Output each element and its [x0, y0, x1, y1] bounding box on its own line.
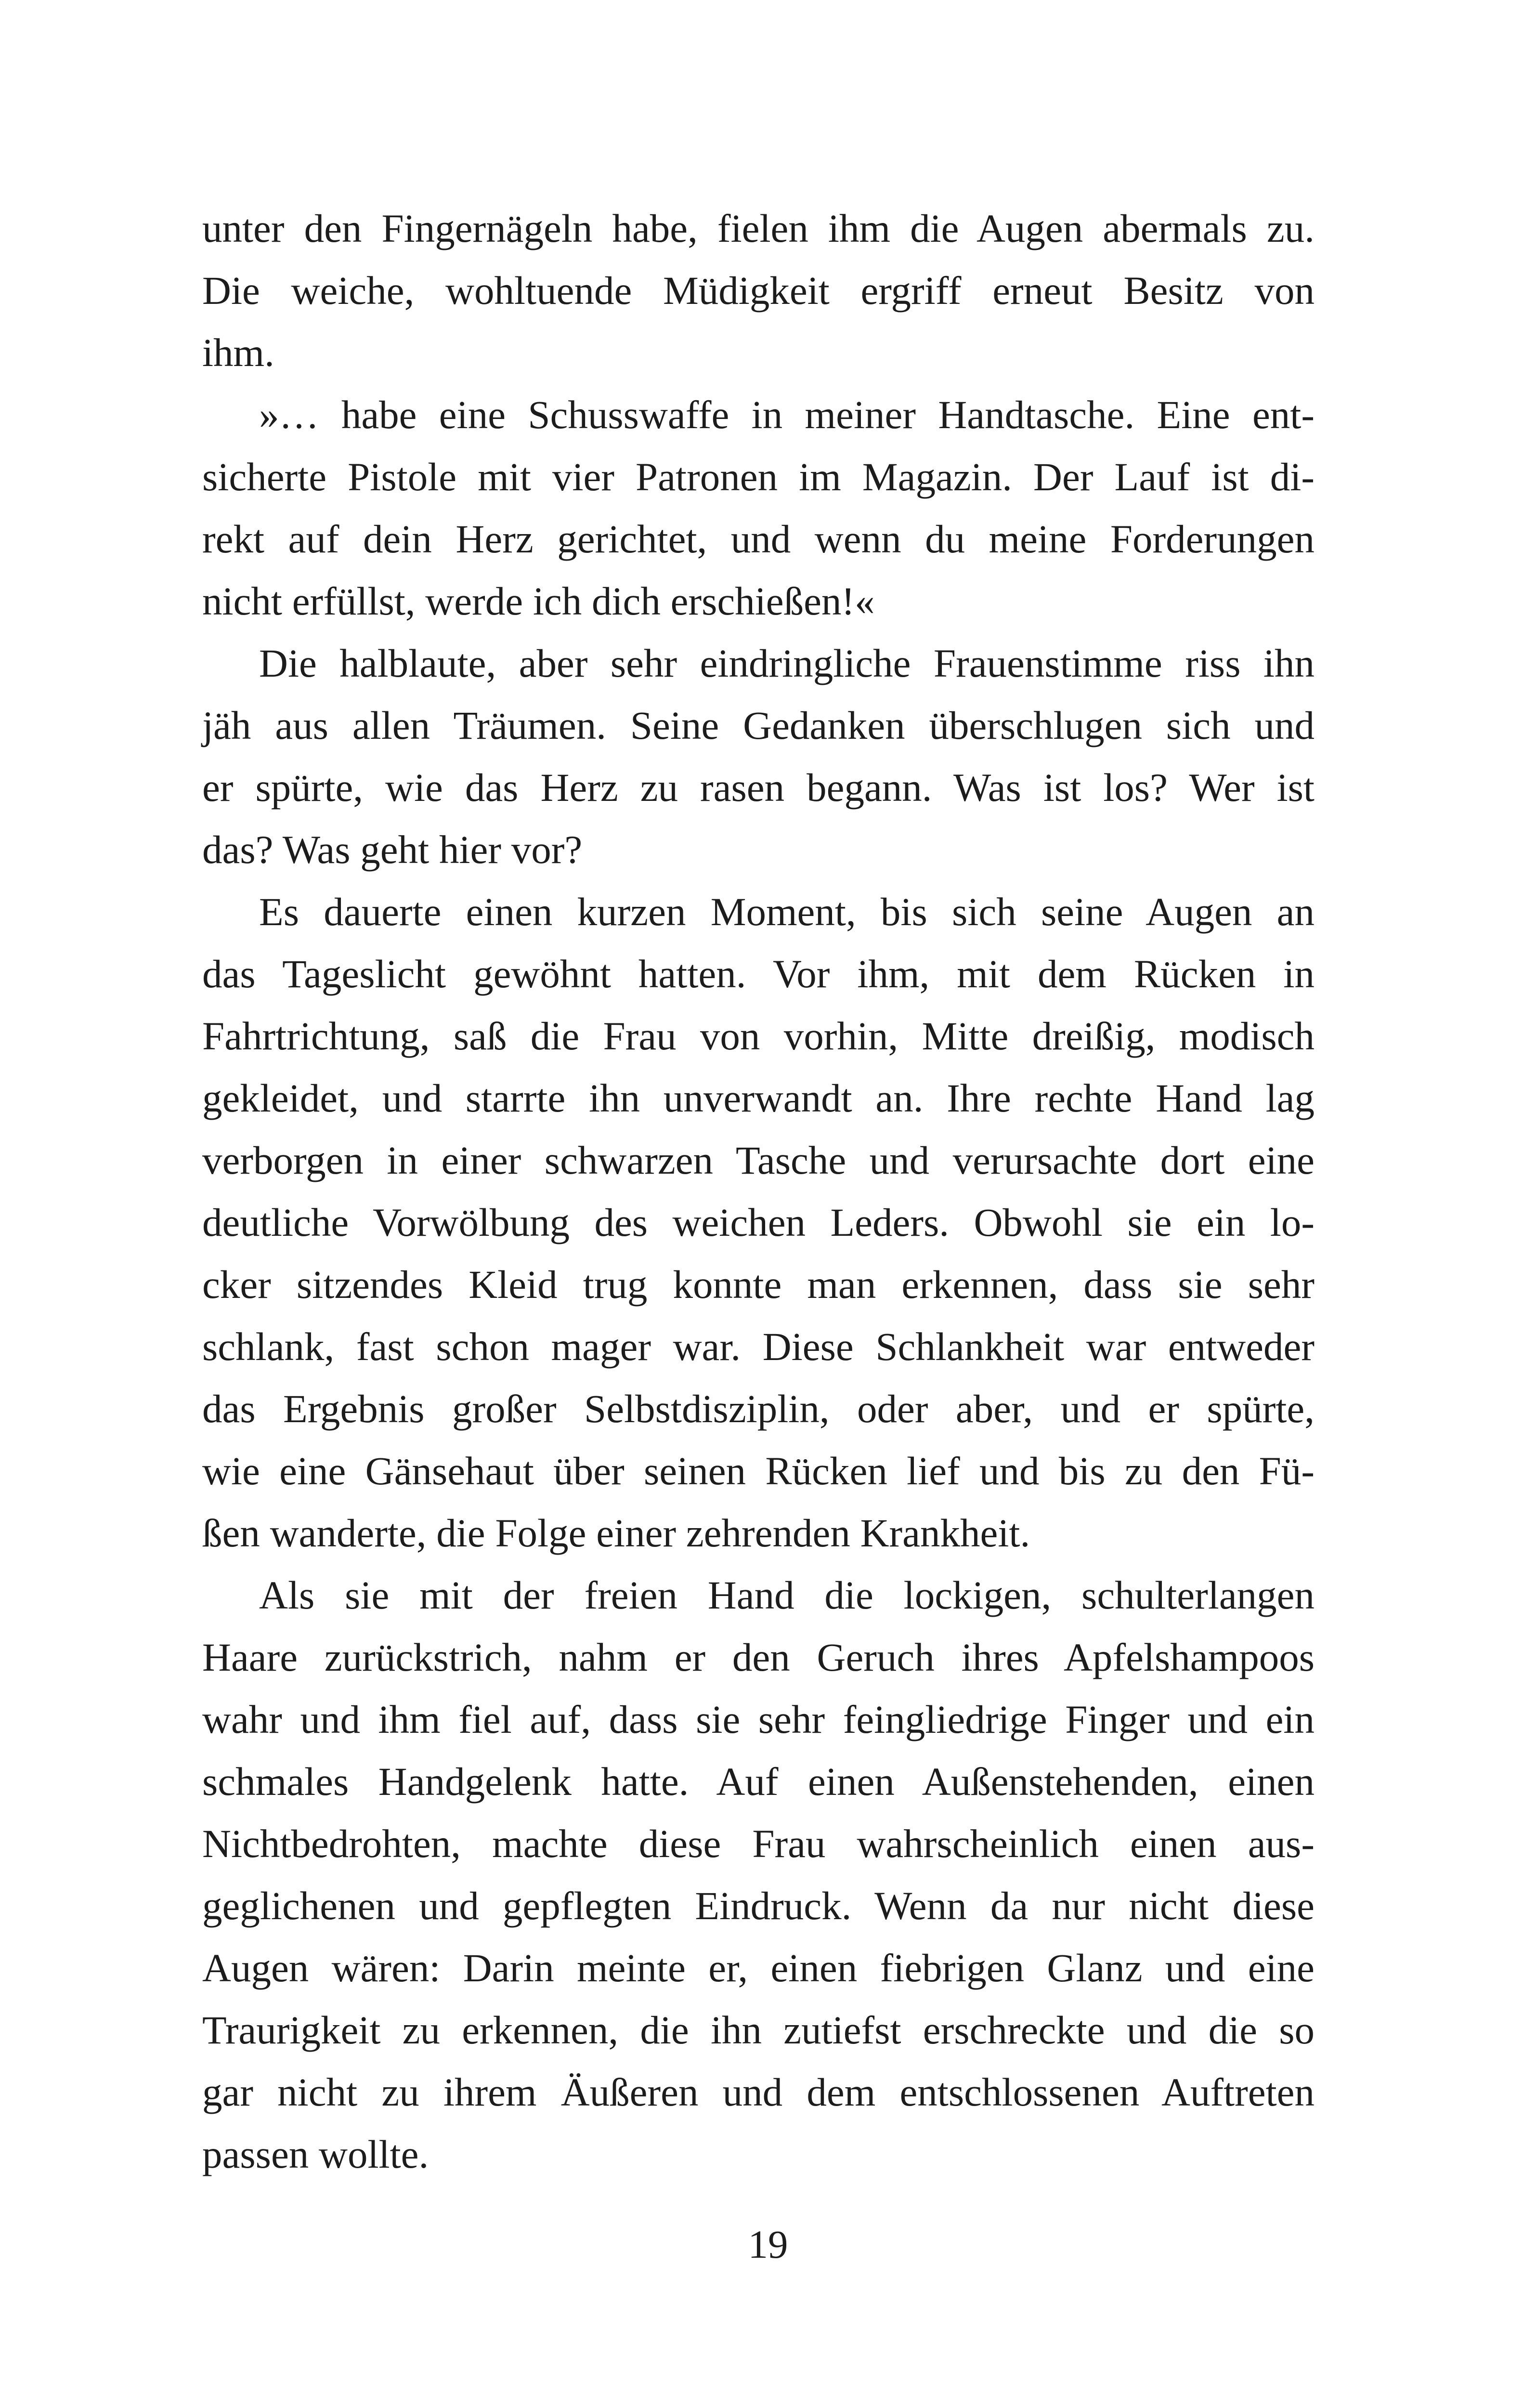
text-line: nicht erfüllst, werde ich dich erschießen!« [202, 579, 875, 623]
body-text [202, 197, 1315, 2186]
text-line: gekleidet, und starrte ihn unverwandt an. Ihre rechte Hand lag [202, 1076, 1315, 1120]
text-line: »… habe eine Schusswaffe in meiner Handtasche. Eine ent- [259, 393, 1315, 437]
text-line: verborgen in einer schwarzen Tasche und verursachte dort eine [202, 1138, 1315, 1182]
text-line: Es dauerte einen kurzen Moment, bis sich seine Augen an [259, 890, 1315, 934]
text-line: sicherte Pistole mit vier Patronen im Magazin. Der Lauf ist di- [202, 455, 1315, 499]
text-line: Als sie mit der freien Hand die lockigen, schulterlangen [259, 1573, 1315, 1617]
text-line: Die weiche, wohltuende Müdigkeit ergriff erneut Besitz von [202, 268, 1315, 313]
text-line: schlank, fast schon mager war. Diese Schlankheit war entweder [202, 1324, 1315, 1369]
text-line: Die halblaute, aber sehr eindringliche Frauenstimme riss ihn [259, 641, 1315, 685]
text-line: das? Was geht hier vor? [202, 827, 583, 872]
text-line: er spürte, wie das Herz zu rasen begann. Was ist los? Wer ist [202, 765, 1315, 810]
text-line: rekt auf dein Herz gerichtet, und wenn du meine Forderungen [202, 517, 1315, 561]
text-line: geglichenen und gepflegten Eindruck. Wenn da nur nicht diese [202, 1884, 1315, 1928]
text-line: Augen wären: Darin meinte er, einen fiebrigen Glanz und eine [202, 1946, 1315, 1990]
text-line: Fahrtrichtung, saß die Frau von vorhin, Mitte dreißig, modisch [202, 1014, 1315, 1058]
paragraph [202, 632, 1315, 881]
text-line: ßen wanderte, die Folge einer zehrenden Krankheit. [202, 1511, 1030, 1555]
text-line: Haare zurückstrich, nahm er den Geruch ihres Apfelshampoos [202, 1635, 1315, 1679]
text-line: ihm. [202, 330, 274, 375]
paragraph [202, 1564, 1315, 2186]
text-line: deutliche Vorwölbung des weichen Leders. Obwohl sie ein lo- [202, 1200, 1315, 1244]
text-line: wie eine Gänsehaut über seinen Rücken lief und bis zu den Fü- [202, 1449, 1315, 1493]
text-line: Traurigkeit zu erkennen, die ihn zutiefst erschreckte und die so [202, 2008, 1315, 2052]
text-line: jäh aus allen Träumen. Seine Gedanken überschlugen sich und [202, 703, 1315, 747]
paragraph [202, 197, 1315, 384]
text-line: unter den Fingernägeln habe, fielen ihm die Augen abermals zu. [202, 206, 1315, 250]
text-line: cker sitzendes Kleid trug konnte man erkennen, dass sie sehr [202, 1262, 1315, 1307]
text-line: das Ergebnis großer Selbstdisziplin, oder aber, und er spürte, [202, 1387, 1315, 1431]
paragraph [202, 384, 1315, 632]
page-number: 19 [748, 2222, 788, 2266]
text-line: wahr und ihm fiel auf, dass sie sehr feingliedrige Finger und ein [202, 1697, 1315, 1741]
text-line: schmales Handgelenk hatte. Auf einen Außenstehenden, einen [202, 1759, 1315, 1804]
text-line: Nichtbedrohten, machte diese Frau wahrscheinlich einen aus- [202, 1821, 1315, 1866]
text-line: das Tageslicht gewöhnt hatten. Vor ihm, mit dem Rücken in [202, 952, 1315, 996]
text-line: passen wollte. [202, 2132, 429, 2176]
paragraph [202, 881, 1315, 1564]
text-line: gar nicht zu ihrem Äußeren und dem entschlossenen Auftreten [202, 2070, 1315, 2114]
